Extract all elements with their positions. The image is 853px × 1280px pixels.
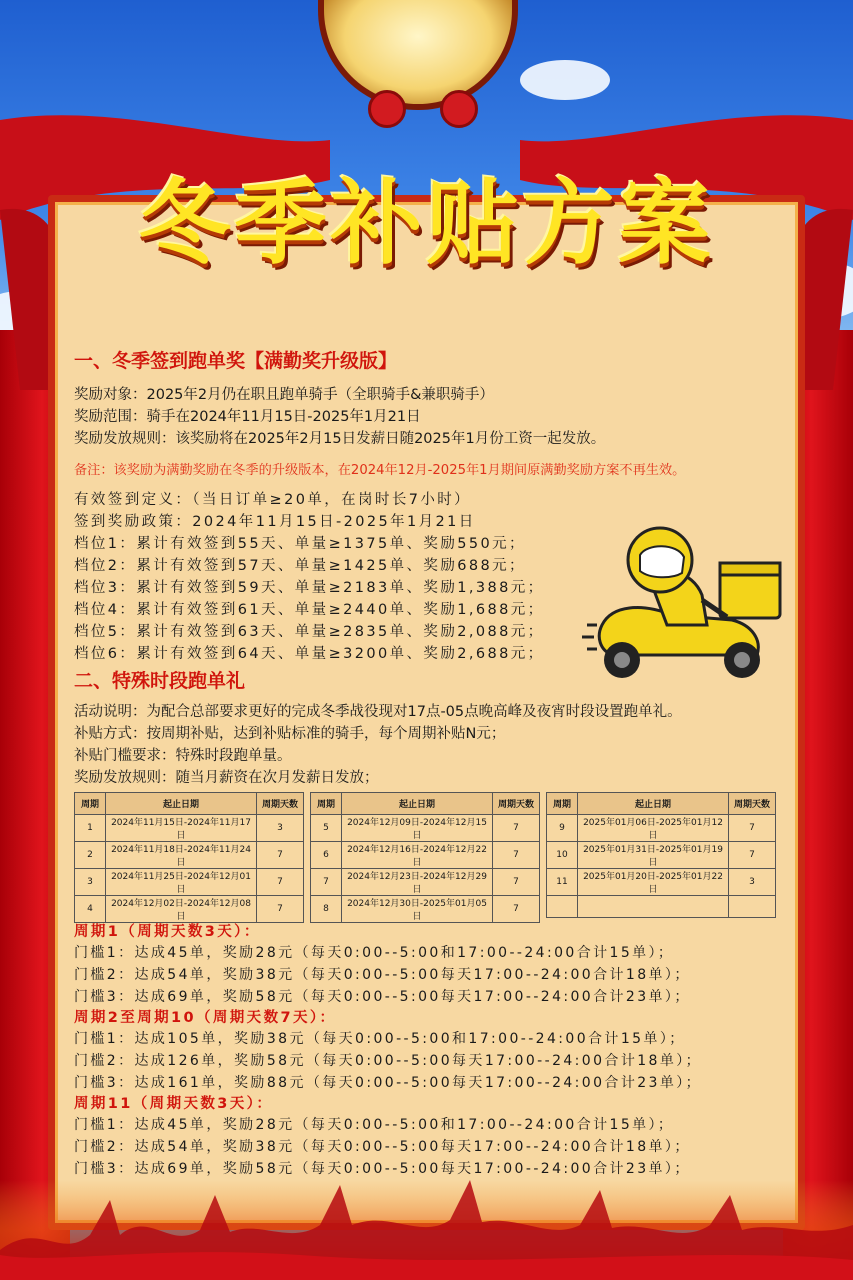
cell: 11 [547,869,578,896]
col-header: 周期 [311,793,342,815]
checkin-policy: 签到奖励政策：2024年11月15日-2025年1月21日 [74,514,476,530]
table-row [547,896,776,918]
tier-line: 档位2：累计有效签到57天、单量≥1425单、奖励688元； [74,558,526,574]
cell [729,896,776,918]
table-row [311,869,540,896]
cycle-line: 门槛3：达成69单，奖励58元（每天0:00--5:00每天17:00--24:00合计23单）； [74,1161,691,1177]
col-header: 周期天数 [493,793,540,815]
cell [578,896,729,918]
cell: 6 [311,842,342,869]
tier-line: 档位5：累计有效签到63天、单量≥2835单、奖励2,088元； [74,624,545,640]
checkin-definition: 有效签到定义：（当日订单≥20单，在岗时长7小时） [74,492,472,508]
cycle-line: 门槛1：达成45单，奖励28元（每天0:00--5:00和17:00--24:00合计15单）； [74,1117,675,1133]
delivery-rider-icon [582,525,782,685]
tier-line: 档位6：累计有效签到64天、单量≥3200单、奖励2,688元； [74,646,545,662]
cycle-heading: 周期1（周期天数3天）： [74,924,261,940]
cycle-line: 门槛1：达成45单，奖励28元（每天0:00--5:00和17:00--24:00合计15单）； [74,945,675,961]
cell: 2 [75,842,106,869]
period-table [546,792,776,918]
section1-line: 奖励发放规则：该奖励将在2025年2月15日发薪日随2025年1月份工资一起发放。 [74,431,606,447]
cycle-line: 门槛3：达成161单，奖励88元（每天0:00--5:00每天17:00--24:00合计23单）； [74,1075,703,1091]
section2-line: 补贴方式：按周期补贴，达到补贴标准的骑手，每个周期补贴N元； [74,726,506,742]
cell: 2025年01月06日-2025年01月12日 [578,815,729,842]
cell: 2024年11月15日-2024年11月17日 [106,815,257,842]
table-row [75,815,304,842]
cycle-line: 门槛1：达成105单，奖励38元（每天0:00--5:00和17:00--24:00合计15单）； [74,1031,686,1047]
cell: 4 [75,896,106,923]
section2-line: 活动说明：为配合总部要求更好的完成冬季战役现对17点-05点晚高峰及夜宵时段设置跑单礼。 [74,704,682,720]
cell: 2024年11月18日-2024年11月24日 [106,842,257,869]
col-header: 起止日期 [106,793,257,815]
col-header: 周期天数 [729,793,776,815]
cell: 7 [257,869,304,896]
section1-line: 奖励范围：骑手在2024年11月15日-2025年1月21日 [74,409,421,425]
cell: 2024年11月25日-2024年12月01日 [106,869,257,896]
cell: 5 [311,815,342,842]
cell: 3 [75,869,106,896]
period-table [310,792,540,923]
section1-note: 备注：该奖励为满勤奖励在冬季的升级版本，在2024年12月-2025年1月期间原满勤奖励方案不再生效。 [74,463,686,478]
cycle-line: 门槛2：达成126单，奖励58元（每天0:00--5:00每天17:00--24:00合计18单）； [74,1053,703,1069]
col-header: 周期 [547,793,578,815]
cell: 2024年12月09日-2024年12月15日 [342,815,493,842]
col-header: 起止日期 [342,793,493,815]
cycle-line: 门槛2：达成54单，奖励38元（每天0:00--5:00每天17:00--24:00合计18单）； [74,1139,691,1155]
col-header: 起止日期 [578,793,729,815]
table-row [75,869,304,896]
section1-line: 奖励对象：2025年2月仍在职且跑单骑手（全职骑手&兼职骑手） [74,387,494,403]
cycle-line: 门槛2：达成54单，奖励38元（每天0:00--5:00每天17:00--24:00合计18单）； [74,967,691,983]
cycle-heading: 周期2至周期10（周期天数7天）： [74,1010,337,1026]
cell: 7 [493,896,540,923]
drum-stick [440,90,478,128]
crowd-silhouette-icon [0,1140,853,1280]
cell [547,896,578,918]
cell: 2024年12月02日-2024年12月08日 [106,896,257,923]
cell: 3 [257,815,304,842]
tier-line: 档位1：累计有效签到55天、单量≥1375单、奖励550元； [74,536,526,552]
cycle-line: 门槛3：达成69单，奖励58元（每天0:00--5:00每天17:00--24:00合计23单）； [74,989,691,1005]
drum-stick [368,90,406,128]
table-row [311,896,540,923]
section2-heading: 二、特殊时段跑单礼 [74,670,246,692]
table-row [547,842,776,869]
cell: 7 [311,869,342,896]
cell: 7 [729,842,776,869]
tier-line: 档位3：累计有效签到59天、单量≥2183单、奖励1,388元； [74,580,545,596]
cell: 7 [493,842,540,869]
cell: 7 [729,815,776,842]
table-row [75,842,304,869]
cell: 9 [547,815,578,842]
cell: 7 [493,869,540,896]
cell: 7 [493,815,540,842]
table-row [311,815,540,842]
cell: 8 [311,896,342,923]
cell: 2025年01月31日-2025年01月19日 [578,842,729,869]
cycle-heading: 周期11（周期天数3天）： [74,1096,274,1112]
cell: 10 [547,842,578,869]
table-row [311,842,540,869]
cell: 1 [75,815,106,842]
table-row [547,815,776,842]
cell: 7 [257,896,304,923]
table-row [547,869,776,896]
cell: 2024年12月30日-2025年01月05日 [342,896,493,923]
table-row [75,896,304,923]
section1-heading: 一、冬季签到跑单奖【满勤奖升级版】 [74,350,398,372]
cell: 2025年01月20日-2025年01月22日 [578,869,729,896]
section2-line: 补贴门槛要求：特殊时段跑单量。 [74,748,292,764]
col-header: 周期 [75,793,106,815]
period-table [74,792,304,923]
cell: 2024年12月16日-2024年12月22日 [342,842,493,869]
col-header: 周期天数 [257,793,304,815]
tier-line: 档位4：累计有效签到61天、单量≥2440单、奖励1,688元； [74,602,545,618]
section2-line: 奖励发放规则：随当月薪资在次月发薪日发放； [74,770,379,786]
page-title: 冬季补贴方案 [138,170,715,277]
cell: 2024年12月23日-2024年12月29日 [342,869,493,896]
cell: 7 [257,842,304,869]
cell: 3 [729,869,776,896]
